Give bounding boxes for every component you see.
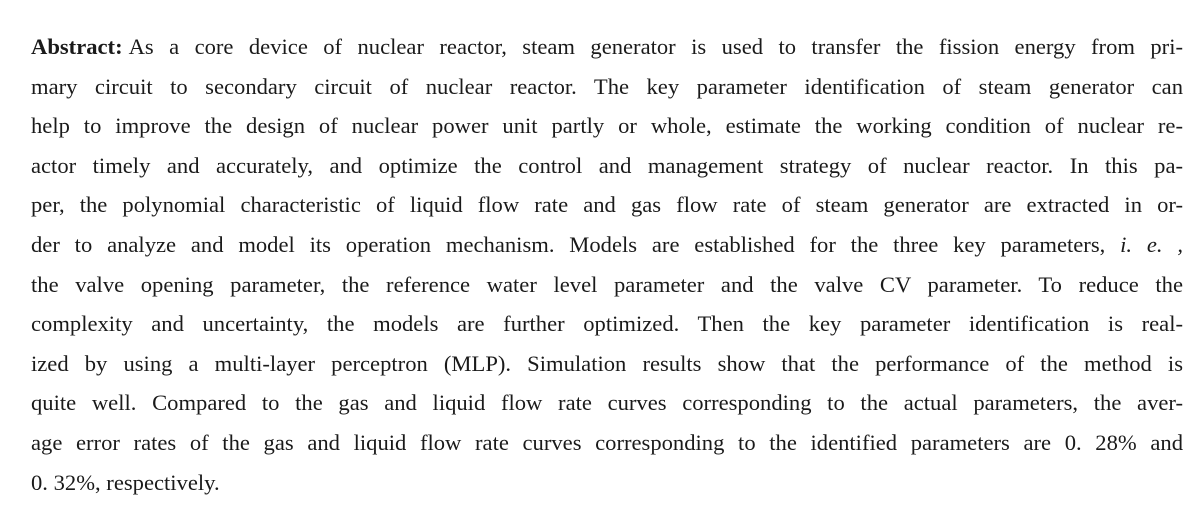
abstract-line-9: ized by using a multi-layer perceptron (MLP). Simulation results show that the performance of the method is: [31, 350, 1183, 376]
abstract-line-6: [31, 225, 1183, 265]
abstract-line-7: the valve opening parameter, the reference water level parameter and the valve CV parameter. To reduce the: [31, 271, 1183, 297]
abstract-paragraph: [31, 27, 1183, 502]
abstract-line-1-text: As a core device of nuclear reactor, steam generator is used to transfer the fission energy from pri-: [128, 34, 1183, 59]
abstract-label: Abstract:: [31, 34, 123, 59]
abstract-line-10: quite well. Compared to the gas and liquid flow rate curves corresponding to the actual parameters, the aver-: [31, 390, 1183, 416]
abstract-line-2: mary circuit to secondary circuit of nuclear reactor. The key parameter identification of steam generator can: [31, 73, 1183, 99]
abstract-line-8: complexity and uncertainty, the models are further optimized. Then the key parameter identification is real-: [31, 311, 1183, 337]
abstract-line-5: per, the polynomial characteristic of liquid flow rate and gas flow rate of steam generator are extracted in or-: [31, 192, 1183, 218]
abstract-line-12: 0. 32%, respectively.: [31, 469, 220, 495]
abstract-line-4: actor timely and accurately, and optimize the control and management strategy of nuclear reactor. In this pa-: [31, 152, 1183, 178]
abstract-line-6-ie: i. e. ,: [1120, 231, 1183, 257]
abstract-line-6-text: der to analyze and model its operation mechanism. Models are established for the three key parameters,: [31, 231, 1106, 257]
abstract-line-1: [31, 27, 1183, 67]
abstract-line-11: age error rates of the gas and liquid flow rate curves corresponding to the identified parameters are 0. 28% and: [31, 429, 1183, 455]
abstract-line-3: help to improve the design of nuclear power unit partly or whole, estimate the working condition of nuclear re-: [31, 113, 1183, 139]
